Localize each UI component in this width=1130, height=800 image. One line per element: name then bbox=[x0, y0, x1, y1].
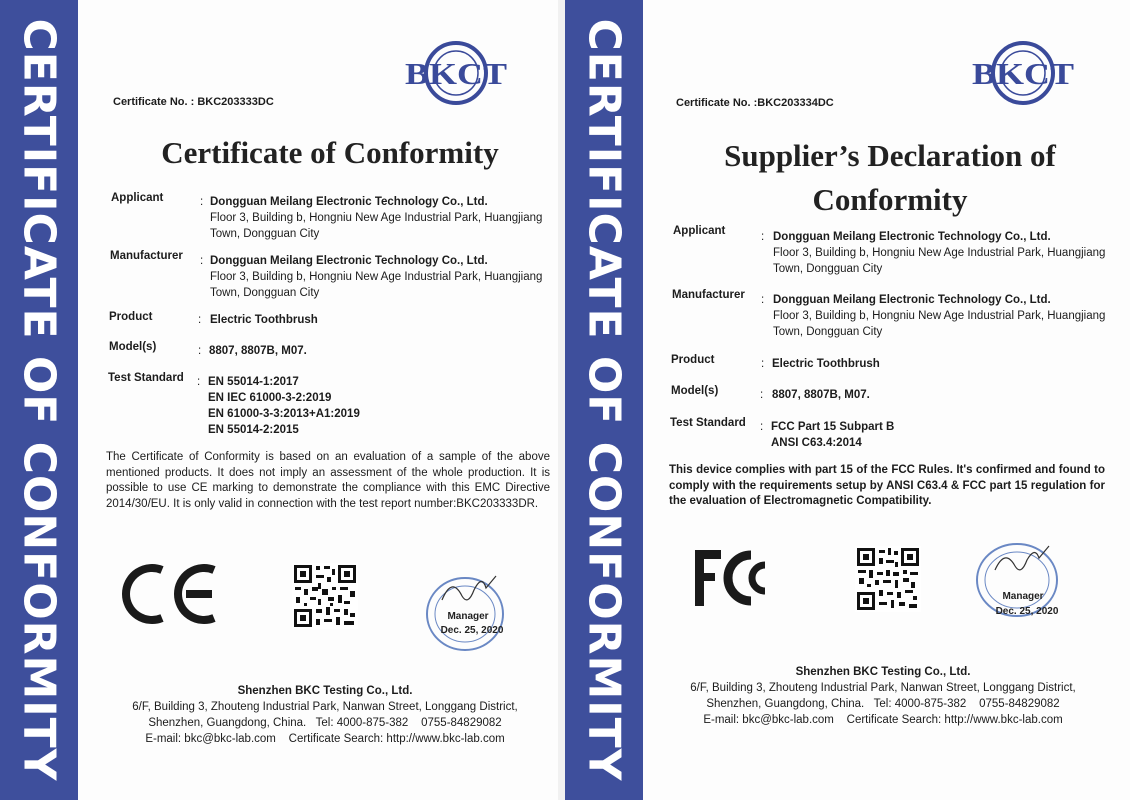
issuer-name: Shenzhen BKC Testing Co., Ltd. bbox=[795, 666, 971, 678]
certificate-number: Certificate No. : BKC203333DC bbox=[113, 96, 274, 108]
applicant-address-line-1: Floor 3, Building b, Hongniu New Age Industrial Park, Huangjiang bbox=[773, 247, 1106, 259]
test-standard-item: FCC Part 15 Subpart B bbox=[771, 421, 895, 433]
issuer-footer bbox=[120, 683, 530, 747]
bkct-logo-icon bbox=[967, 40, 1079, 110]
manufacturer-address-line-2: Town, Dongguan City bbox=[210, 287, 320, 299]
stamp-date: Dec. 25, 2020 bbox=[995, 606, 1059, 617]
product-colon: : bbox=[198, 314, 202, 326]
logo-text: BKCT bbox=[972, 56, 1075, 91]
test-standard-label: Test Standard bbox=[670, 417, 746, 429]
issuer-contact: E-mail: bkc@bkc-lab.com Certificate Search: http://www.bkc-lab.com bbox=[145, 733, 505, 745]
issuer-address-line-2: Shenzhen, Guangdong, China. Tel: 4000-875-382 0755-84829082 bbox=[148, 717, 502, 729]
suppliers-declaration-of-conformity bbox=[565, 0, 1130, 800]
side-banner-text: CERTIFICATE OF CONFORMITY bbox=[13, 18, 65, 782]
certificate-title-line-2: Conformity bbox=[812, 182, 968, 217]
logo-text: BKCT bbox=[405, 56, 508, 91]
stamp-date: Dec. 25, 2020 bbox=[440, 625, 504, 636]
manufacturer-label: Manufacturer bbox=[672, 289, 745, 301]
issuer-address-line-1: 6/F, Building 3, Zhouteng Industrial Park, Nanwan Street, Longgang District, bbox=[132, 701, 518, 713]
conformity-statement: The Certificate of Conformity is based on an evaluation of a sample of the above mentioned products. It does not imply an assessment of the whole production. It is possible to use CE marking to demonstrate the compliance with this EMC Directive 2014/30/EU. It is only valid in connection with the test report number:BKC203333DR. bbox=[106, 451, 550, 510]
models-label: Model(s) bbox=[109, 341, 157, 353]
qr-code-icon bbox=[855, 546, 921, 612]
test-standard-item: EN IEC 61000-3-2:2019 bbox=[208, 392, 332, 404]
product-value: Electric Toothbrush bbox=[210, 314, 318, 326]
certificate-of-conformity bbox=[0, 0, 558, 800]
issuer-contact: E-mail: bkc@bkc-lab.com Certificate Search: http://www.bkc-lab.com bbox=[703, 714, 1063, 726]
manufacturer-value bbox=[773, 292, 1105, 340]
test-standard-list bbox=[208, 374, 360, 438]
manufacturer-colon: : bbox=[200, 255, 204, 267]
product-label: Product bbox=[109, 311, 153, 323]
manufacturer-name: Dongguan Meilang Electronic Technology Co., Ltd. bbox=[210, 255, 488, 267]
approval-stamp-icon bbox=[412, 570, 522, 654]
stamp-title: Manager bbox=[1002, 591, 1044, 602]
certificate-title: Certificate of Conformity bbox=[161, 135, 499, 170]
qr-code-icon bbox=[292, 563, 358, 629]
side-banner bbox=[565, 0, 643, 800]
models-label: Model(s) bbox=[671, 385, 719, 397]
manufacturer-value bbox=[210, 253, 542, 301]
applicant-colon: : bbox=[200, 196, 204, 208]
test-standard-item: EN 61000-3-3:2013+A1:2019 bbox=[208, 408, 360, 420]
certificate-number: Certificate No. :BKC203334DC bbox=[676, 97, 834, 109]
models-value: 8807, 8807B, M07. bbox=[772, 389, 870, 401]
test-standard-colon: : bbox=[197, 376, 201, 388]
manufacturer-address-line-1: Floor 3, Building b, Hongniu New Age Industrial Park, Huangjiang bbox=[210, 271, 543, 283]
manufacturer-address-line-2: Town, Dongguan City bbox=[773, 326, 883, 338]
applicant-address-line-2: Town, Dongguan City bbox=[773, 263, 883, 275]
product-label: Product bbox=[671, 354, 715, 366]
applicant-colon: : bbox=[761, 231, 765, 243]
models-colon: : bbox=[760, 389, 764, 401]
fcc-mark-text: FC bbox=[693, 547, 695, 548]
stamp-title: Manager bbox=[447, 611, 489, 622]
models-colon: : bbox=[198, 345, 202, 357]
certificate-title bbox=[670, 134, 1110, 222]
manufacturer-address-line-1: Floor 3, Building b, Hongniu New Age Industrial Park, Huangjiang bbox=[773, 310, 1106, 322]
approval-stamp-icon bbox=[963, 540, 1075, 624]
ce-mark-icon bbox=[120, 562, 220, 626]
ce-mark-text: CE bbox=[120, 562, 122, 563]
applicant-value bbox=[773, 229, 1105, 277]
applicant-address-line-1: Floor 3, Building b, Hongniu New Age Industrial Park, Huangjiang bbox=[210, 212, 543, 224]
applicant-name: Dongguan Meilang Electronic Technology Co., Ltd. bbox=[210, 196, 488, 208]
test-standard-label: Test Standard bbox=[108, 372, 184, 384]
applicant-value bbox=[210, 194, 542, 242]
issuer-name: Shenzhen BKC Testing Co., Ltd. bbox=[237, 685, 413, 697]
certificate-title-line-1: Supplier’s Declaration of bbox=[724, 138, 1056, 173]
side-banner bbox=[0, 0, 78, 800]
product-colon: : bbox=[761, 358, 765, 370]
manufacturer-label: Manufacturer bbox=[110, 250, 183, 262]
manufacturer-colon: : bbox=[761, 294, 765, 306]
side-banner-text: CERTIFICATE OF CONFORMITY bbox=[578, 18, 630, 782]
test-standard-item: EN 55014-1:2017 bbox=[208, 376, 299, 388]
fcc-mark-icon bbox=[693, 547, 779, 609]
issuer-address-line-2: Shenzhen, Guangdong, China. Tel: 4000-875-382 0755-84829082 bbox=[706, 698, 1060, 710]
issuer-footer bbox=[678, 664, 1088, 728]
test-standard-item: ANSI C63.4:2014 bbox=[771, 437, 862, 449]
manufacturer-name: Dongguan Meilang Electronic Technology Co., Ltd. bbox=[773, 294, 1051, 306]
applicant-name: Dongguan Meilang Electronic Technology Co., Ltd. bbox=[773, 231, 1051, 243]
test-standard-colon: : bbox=[760, 421, 764, 433]
product-value: Electric Toothbrush bbox=[772, 358, 880, 370]
bkct-logo-icon bbox=[400, 40, 512, 110]
models-value: 8807, 8807B, M07. bbox=[209, 345, 307, 357]
test-standard-list bbox=[771, 419, 894, 451]
conformity-statement: This device complies with part 15 of the FCC Rules. It's confirmed and found to comply with the requirements setup by ANSI C63.4 & FCC part 15 regulation for the evaluation of Electromagnetic Compatibility. bbox=[669, 464, 1105, 507]
applicant-address-line-2: Town, Dongguan City bbox=[210, 228, 320, 240]
issuer-address-line-1: 6/F, Building 3, Zhouteng Industrial Park, Nanwan Street, Longgang District, bbox=[690, 682, 1076, 694]
test-standard-item: EN 55014-2:2015 bbox=[208, 424, 299, 436]
applicant-label: Applicant bbox=[111, 192, 164, 204]
applicant-label: Applicant bbox=[673, 225, 726, 237]
